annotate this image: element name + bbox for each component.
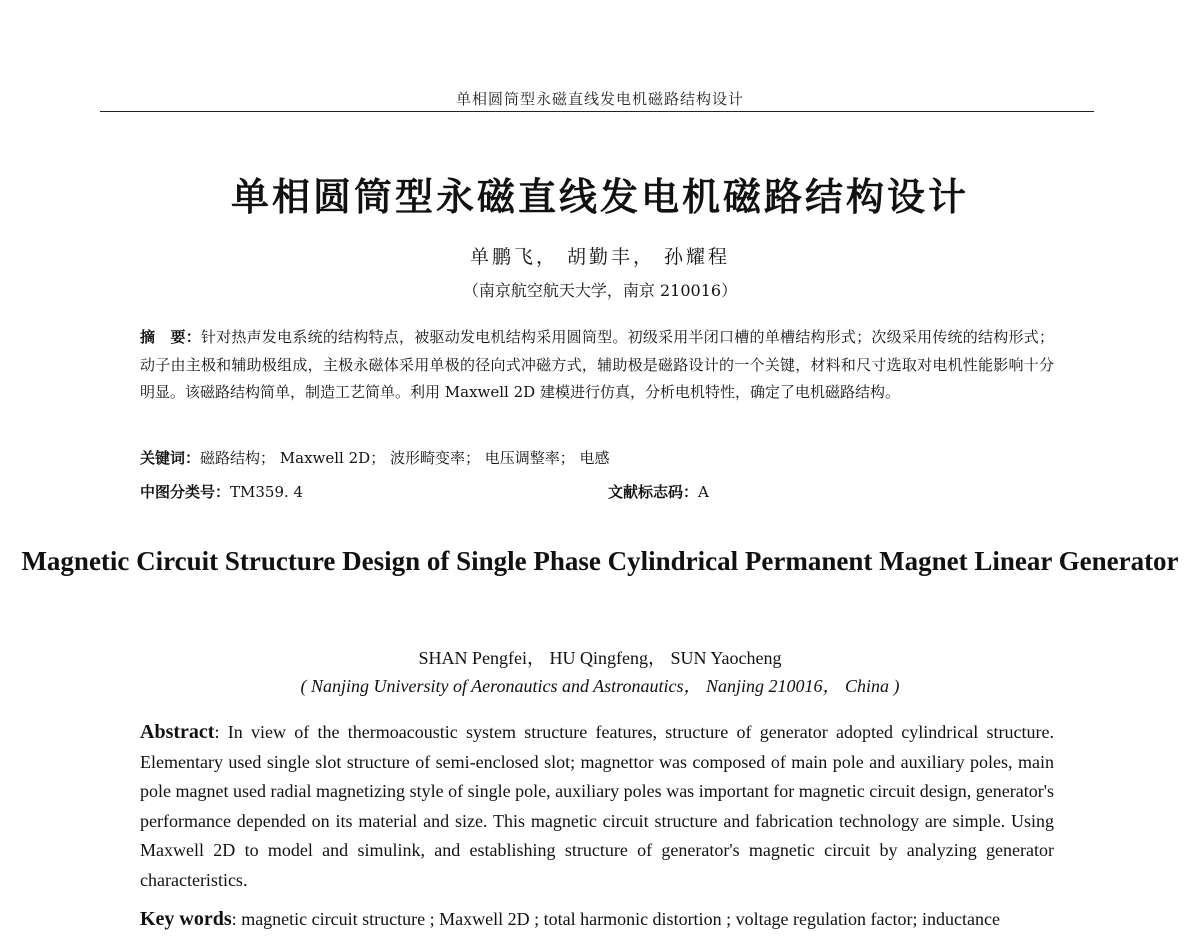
doc-code-label: 文献标志码： — [608, 483, 699, 501]
chinese-title: 单相圆筒型永磁直线发电机磁路结构设计 — [230, 175, 969, 219]
chinese-abstract-label: 摘 要： — [140, 328, 201, 346]
chinese-keywords-text: 磁路结构； Maxwell 2D； 波形畸变率； 电压调整率； 电感 — [200, 449, 610, 467]
english-abstract: Abstract: In view of the thermoacoustic system structure features, structure of generator adopted cylindrical structure. Elementary used single slot structure of semi-enclosed slot; magnettor was composed of main pole and auxiliary poles, main pole magnet used radial magnetizing style of single pole, auxiliary poles was important for magnetic circuit design, generator's performance depended on its material and size. This magnetic circuit structure and fabrication technology are simple. Using Maxwell 2D to model and simulink, and establishing structure of generator's magnetic circuit by analyzing generator characteristics. — [140, 721, 1054, 890]
english-keywords-label: Key words — [140, 908, 232, 930]
english-keywords-text: magnetic circuit structure ; Maxwell 2D ; total harmonic distortion ; voltage regulation factor; inductance — [241, 909, 1000, 929]
english-abstract-label: Abstract — [140, 721, 215, 743]
chinese-authors: 单鹏飞， 胡勤丰， 孙耀程 — [469, 246, 731, 268]
english-affiliation: ( Nanjing University of Aeronautics and Astronautics， Nanjing 210016， China ) — [300, 676, 900, 696]
english-title: Magnetic Circuit Structure Design of Single Phase Cylindrical Permanent Magnet Linear Generator — [21, 546, 1179, 576]
running-header: 单相圆筒型永磁直线发电机磁路结构设计 — [455, 90, 744, 108]
english-abstract-text: In view of the thermoacoustic system structure features, structure of generator adopted cylindrical structure. Elementary used single slot structure of semi-enclosed slot; magnettor was composed of main pole and auxiliary poles, main pole magnet used radial magnetizing style of single pole, auxiliary poles was important for magnetic circuit design, generator's performance depended on its material and size. This magnetic circuit structure and fabrication technology are simple. Using Maxwell 2D to model and simulink, and establishing structure of generator's magnetic circuit by analyzing generator characteristics. — [140, 722, 1054, 890]
chinese-keywords — [140, 447, 1054, 468]
english-keywords: Key words: magnetic circuit structure ; Maxwell 2D ; total harmonic distortion ; voltage regulation factor; inductance — [140, 908, 1000, 930]
clc-value: TM359. 4 — [230, 483, 304, 501]
clc-label: 中图分类号： — [140, 483, 231, 501]
chinese-abstract — [140, 324, 1054, 407]
chinese-abstract-text: 针对热声发电系统的结构特点，被驱动发电机结构采用圆筒型。初级采用半闭口槽的单槽结构形式；次级采用传统的结构形式；动子由主极和辅助极组成，主极永磁体采用单极的径向式冲磁方式，辅助极是磁路设计的一个关键，材料和尺寸选取对电机性能影响十分明显。该磁路结构简单，制造工艺简单。利用 Maxwell 2D 建模进行仿真，分析电机特性，确定了电机磁路结构。 — [140, 328, 1054, 401]
english-authors: SHAN Pengfei， HU Qingfeng， SUN Yaocheng — [418, 648, 782, 668]
chinese-affiliation: （南京航空航天大学，南京 210016） — [462, 281, 738, 300]
document-code — [608, 481, 709, 502]
chinese-keywords-label: 关键词： — [140, 449, 201, 467]
header-rule — [100, 111, 1094, 112]
doc-code-value: A — [698, 483, 709, 501]
classification-number — [140, 481, 1054, 502]
